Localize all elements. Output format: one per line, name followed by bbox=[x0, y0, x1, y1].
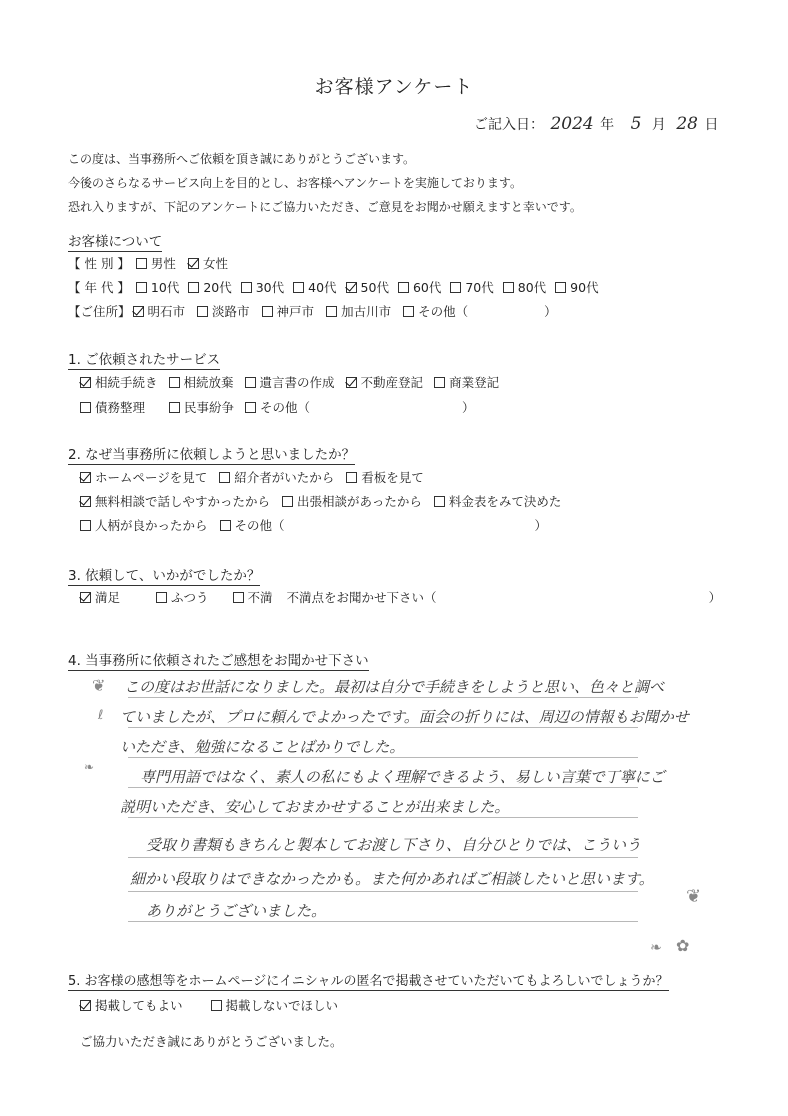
checkbox-checked[interactable] bbox=[80, 377, 91, 388]
q1-option-real-estate[interactable]: 不動産登記 bbox=[346, 373, 424, 391]
intro-line-1: この度は、当事務所へご依頼を頂き誠にありがとうございます。 bbox=[68, 152, 416, 166]
checkbox[interactable] bbox=[136, 282, 147, 293]
q3-heading: 3. 依頼して、いかがでしたか？ bbox=[68, 568, 261, 584]
checkbox[interactable] bbox=[434, 496, 445, 507]
checkbox[interactable] bbox=[450, 282, 461, 293]
q1-option-will[interactable]: 遺言書の作成 bbox=[245, 373, 335, 391]
q1-option-other[interactable]: その他（ bbox=[245, 398, 310, 416]
q4-heading: 4. 当事務所に依頼されたご感想をお聞かせ下さい bbox=[68, 653, 369, 669]
intro-line-3: 恐れ入りますが、下記のアンケートにご協力いただき、ご意見をお聞かせ願えますと幸いです。 bbox=[68, 200, 582, 214]
comment-line-3: いただき、勉強になることばかりでした。 bbox=[120, 738, 405, 756]
q1-option-commercial[interactable]: 商業登記 bbox=[434, 373, 499, 391]
checkbox-checked[interactable] bbox=[80, 1000, 91, 1011]
date-day-unit: 日 bbox=[704, 117, 719, 133]
q2-option-referral[interactable]: 紹介者がいたから bbox=[219, 468, 334, 486]
checkbox[interactable] bbox=[156, 592, 167, 603]
comment-line-7: 細かい段取りはできなかったかも。また何かあればご相談したいと思います。 bbox=[130, 870, 654, 888]
address-option-akashi[interactable]: 明石市 bbox=[133, 302, 186, 320]
customer-heading: お客様について bbox=[68, 234, 163, 250]
q2-heading: 2. なぜ当事務所に依頼しようと思いましたか？ bbox=[68, 447, 356, 463]
checkbox[interactable] bbox=[262, 306, 273, 317]
q2-other-close: ） bbox=[534, 518, 548, 533]
checkbox[interactable] bbox=[434, 377, 445, 388]
checkbox[interactable] bbox=[241, 282, 252, 293]
checkbox[interactable] bbox=[219, 472, 230, 483]
checkbox[interactable] bbox=[211, 1000, 222, 1011]
gender-label: 【 性 別 】 bbox=[68, 256, 130, 271]
gender-option-female[interactable]: 女性 bbox=[188, 254, 228, 272]
q3-option-dissatisfied[interactable]: 不満 bbox=[233, 588, 273, 606]
checkbox[interactable] bbox=[136, 258, 147, 269]
checkbox[interactable] bbox=[197, 306, 208, 317]
checkbox[interactable] bbox=[403, 306, 414, 317]
q1-other-close: ） bbox=[462, 400, 475, 415]
q2-option-personality[interactable]: 人柄が良かったから bbox=[80, 516, 208, 534]
q3-row bbox=[80, 588, 721, 606]
q3-prompt-close: ） bbox=[708, 590, 722, 605]
q2-option-signboard[interactable]: 看板を見て bbox=[346, 468, 424, 486]
age-label: 【 年 代 】 bbox=[68, 280, 130, 295]
q1-option-debt[interactable]: 債務整理 bbox=[80, 398, 145, 416]
comment-line-2: ていましたが、プロに頼んでよかったです。面会の折りには、周辺の情報もお聞かせ bbox=[120, 708, 689, 726]
checkbox-checked[interactable] bbox=[80, 496, 91, 507]
decorative-leaf-icon: ❦ bbox=[92, 676, 106, 695]
q2-row-1 bbox=[80, 468, 424, 486]
checkbox-checked[interactable] bbox=[133, 306, 144, 317]
comment-line-1: この度はお世話になりました。最初は自分で手続きをしようと思い、色々と調べ bbox=[124, 678, 665, 696]
closing-message: ご協力いただき誠にありがとうございました。 bbox=[80, 1034, 343, 1049]
q3-option-satisfied[interactable]: 満足 bbox=[80, 588, 120, 606]
date-year: 2024 bbox=[550, 114, 594, 134]
checkbox-checked[interactable] bbox=[80, 472, 91, 483]
age-option-10s[interactable]: 10代 bbox=[136, 278, 179, 296]
address-row bbox=[68, 302, 557, 320]
age-row bbox=[68, 278, 599, 296]
decorative-flower-icon: ✿ bbox=[676, 936, 690, 955]
address-option-awaji[interactable]: 淡路市 bbox=[197, 302, 250, 320]
decorative-leaf-icon: ❧ bbox=[650, 940, 662, 956]
checkbox[interactable] bbox=[245, 402, 256, 413]
intro-line-2: 今後のさらなるサービス向上を目的とし、お客様へアンケートを実施しております。 bbox=[68, 176, 522, 190]
decorative-sprig-icon: ❦ bbox=[686, 886, 702, 907]
checkbox-checked[interactable] bbox=[80, 592, 91, 603]
checkbox[interactable] bbox=[282, 496, 293, 507]
q3-option-normal[interactable]: ふつう bbox=[156, 588, 209, 606]
checkbox[interactable] bbox=[555, 282, 566, 293]
age-option-30s[interactable]: 30代 bbox=[241, 278, 284, 296]
checkbox[interactable] bbox=[346, 472, 357, 483]
q2-option-other[interactable]: その他（ bbox=[220, 516, 285, 534]
q1-option-inheritance[interactable]: 相続手続き bbox=[80, 373, 158, 391]
date-month: 5 bbox=[630, 114, 642, 134]
writing-line bbox=[128, 727, 638, 728]
checkbox[interactable] bbox=[80, 520, 91, 531]
checkbox[interactable] bbox=[220, 520, 231, 531]
checkbox[interactable] bbox=[188, 282, 199, 293]
age-option-60s[interactable]: 60代 bbox=[398, 278, 441, 296]
checkbox[interactable] bbox=[398, 282, 409, 293]
decorative-swirl-icon: ℓ bbox=[98, 708, 104, 723]
gender-option-male[interactable]: 男性 bbox=[136, 254, 176, 272]
checkbox-checked[interactable] bbox=[346, 377, 357, 388]
writing-line bbox=[128, 857, 638, 858]
writing-line bbox=[128, 787, 638, 788]
checkbox[interactable] bbox=[326, 306, 337, 317]
q2-option-free-consult[interactable]: 無料相談で話しやすかったから bbox=[80, 492, 270, 510]
checkbox[interactable] bbox=[503, 282, 514, 293]
comment-line-6: 受取り書類もきちんと製本してお渡し下さり、自分ひとりでは、こういう bbox=[146, 836, 642, 854]
decorative-leaf-icon: ❧ bbox=[84, 760, 95, 774]
date-year-unit: 年 bbox=[600, 117, 615, 133]
writing-line bbox=[128, 757, 638, 758]
q3-dissatisfied-prompt: 不満点をお聞かせ下さい（ bbox=[286, 590, 437, 605]
checkbox[interactable] bbox=[233, 592, 244, 603]
q5-option-deny[interactable]: 掲載しないでほしい bbox=[211, 996, 339, 1014]
age-option-20s[interactable]: 20代 bbox=[188, 278, 231, 296]
q5-heading: 5. お客様の感想等をホームページにイニシャルの匿名で掲載させていただいてもよろしいでしょうか？ bbox=[68, 974, 669, 989]
date-month-unit: 月 bbox=[651, 117, 666, 133]
checkbox-checked[interactable] bbox=[346, 282, 357, 293]
checkbox[interactable] bbox=[169, 402, 180, 413]
page-title: お客様アンケート bbox=[314, 76, 474, 98]
age-option-70s[interactable]: 70代 bbox=[450, 278, 493, 296]
date-field bbox=[474, 114, 718, 134]
q2-row-2 bbox=[80, 492, 561, 510]
writing-line bbox=[128, 921, 638, 922]
q2-row-3 bbox=[80, 516, 547, 534]
checkbox[interactable] bbox=[80, 402, 91, 413]
address-option-kakogawa[interactable]: 加古川市 bbox=[326, 302, 391, 320]
checkbox[interactable] bbox=[245, 377, 256, 388]
address-option-other[interactable]: その他（ bbox=[403, 302, 468, 320]
writing-line bbox=[128, 697, 638, 698]
q5-row bbox=[80, 996, 338, 1014]
address-other-close: ） bbox=[544, 304, 557, 319]
comment-line-5: 説明いただき、安心しておまかせすることが出来ました。 bbox=[120, 798, 510, 816]
q1-row-1 bbox=[80, 373, 499, 391]
comment-line-8: ありがとうございました。 bbox=[146, 902, 327, 920]
q1-row-2 bbox=[80, 398, 475, 416]
checkbox-checked[interactable] bbox=[188, 258, 199, 269]
address-option-kobe[interactable]: 神戸市 bbox=[262, 302, 315, 320]
age-option-80s[interactable]: 80代 bbox=[503, 278, 546, 296]
date-label: ご記入日： bbox=[474, 117, 544, 133]
q1-option-renunciation[interactable]: 相続放棄 bbox=[169, 373, 234, 391]
q1-heading: 1. ご依頼されたサービス bbox=[68, 352, 221, 368]
q2-option-homepage[interactable]: ホームページを見て bbox=[80, 468, 207, 486]
q2-option-price-list[interactable]: 料金表をみて決めた bbox=[434, 492, 562, 510]
age-option-50s[interactable]: 50代 bbox=[346, 278, 389, 296]
q5-option-allow[interactable]: 掲載してもよい bbox=[80, 996, 183, 1014]
writing-line bbox=[128, 891, 638, 892]
date-day: 28 bbox=[676, 114, 698, 134]
checkbox[interactable] bbox=[169, 377, 180, 388]
q2-option-visit-consult[interactable]: 出張相談があったから bbox=[282, 492, 422, 510]
checkbox[interactable] bbox=[293, 282, 304, 293]
gender-row bbox=[68, 254, 240, 272]
comment-line-4: 専門用語ではなく、素人の私にもよく理解できるよう、易しい言葉で丁寧にご bbox=[140, 768, 665, 786]
q1-option-civil[interactable]: 民事紛争 bbox=[169, 398, 234, 416]
age-option-90s[interactable]: 90代 bbox=[555, 278, 598, 296]
writing-line bbox=[128, 817, 638, 818]
age-option-40s[interactable]: 40代 bbox=[293, 278, 336, 296]
address-label: 【ご住所】 bbox=[68, 304, 131, 319]
